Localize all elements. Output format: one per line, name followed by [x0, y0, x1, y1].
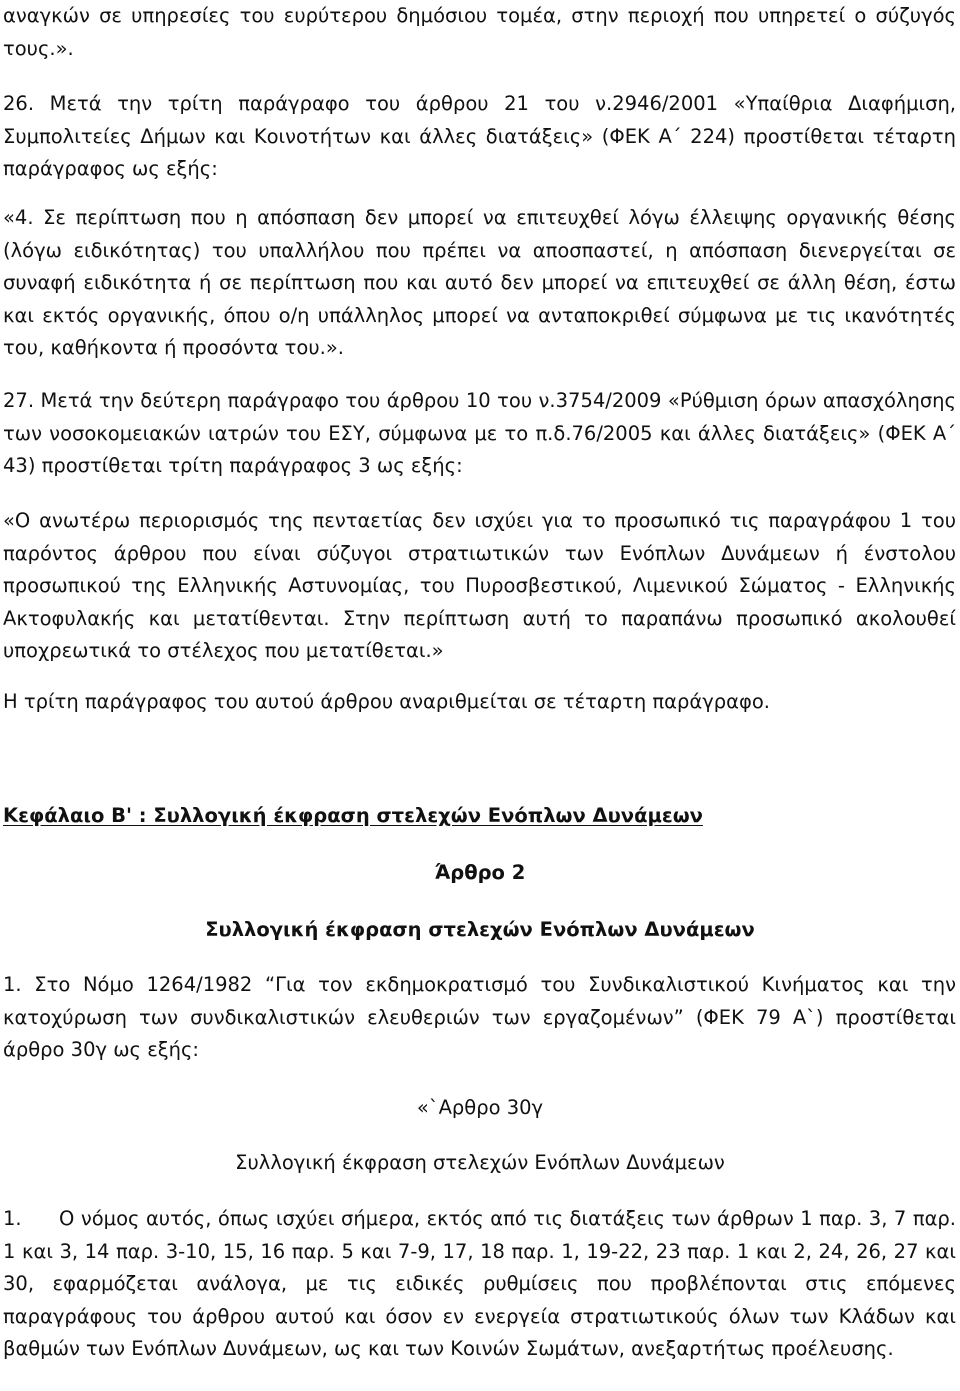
chapter-heading: Κεφάλαιο Β' : Συλλογική έκφραση στελεχών Ενόπλων Δυνάμεων: [3, 804, 703, 827]
paragraph-renumbering: Η τρίτη παράγραφος του αυτού άρθρου αναριθμείται σε τέταρτη παράγραφο.: [3, 690, 770, 713]
inner-article-number: «`Αρθρο 30γ: [416, 1096, 544, 1119]
article-title: Συλλογική έκφραση στελεχών Ενόπλων Δυνάμεων: [205, 918, 755, 941]
paragraph-law-1264: 1. Στο Νόμο 1264/1982 “Για τον εκδημοκρατισμό του Συνδικαλιστικού Κινήματος και την κατοχύρωση των συνδικαλιστικών ελευθεριών των εργαζομένων” (ΦΕΚ 79 Α`) προστίθεται άρθρο 30γ ως εξής:: [3, 973, 956, 1061]
paragraph-final: [3, 1203, 956, 1366]
inner-article-title: Συλλογική έκφραση στελεχών Ενόπλων Δυνάμεων: [235, 1151, 725, 1174]
article-number: Άρθρο 2: [434, 861, 526, 884]
paragraph-quote-restriction: «Ο ανωτέρω περιορισμός της πενταετίας δεν ισχύει για το προσωπικό τις παραγράφου 1 του παρόντος άρθρου που είναι σύζυγοι στρατιωτικών των Ενόπλων Δυνάμεων ή ένστολου προσωπικού της Ελληνικής Αστυνομίας, του Πυροσβεστικού, Λιμενικού Σώματος - Ελληνικής Ακτοφυλακής και μετατίθενται. Στην περίπτωση αυτή το παραπάνω προσωπικό ακολουθεί υποχρεωτικά το στέλεχος που μετατίθεται.»: [3, 509, 956, 662]
paragraph-27: 27. Μετά την δεύτερη παράγραφο του άρθρου 10 του ν.3754/2009 «Ρύθμιση όρων απασχόλησης των νοσοκομειακών ιατρών του ΕΣΥ, σύμφωνα με το π.δ.76/2005 και άλλες διατάξεις» (ΦΕΚ Α΄ 43) προστίθεται τρίτη παράγραφος 3 ως εξής:: [3, 389, 956, 477]
paragraph-quote-4: «4. Σε περίπτωση που η απόσπαση δεν μπορεί να επιτευχθεί λόγω έλλειψης οργανικής θέσης (λόγω ειδικότητας) του υπαλλήλου που πρέπει να αποσπαστεί, η απόσπαση διενεργείται σε συναφή ειδικότητα ή σε περίπτωση που και αυτό δεν μπορεί να επιτευχθεί σε άλλη θέση, έστω και εκτός οργανικής, όπου ο/η υπάλληλος μπορεί να ανταποκριθεί σύμφωνα με τις ικανότητές του, καθήκοντα ή προσόντα του.».: [3, 206, 956, 359]
paragraph-final-text: Ο νόμος αυτός, όπως ισχύει σήμερα, εκτός από τις διατάξεις των άρθρων 1 παρ. 3, 7 παρ. 1 και 3, 14 παρ. 3-10, 15, 16 παρ. 5 και 7-9, 17, 18 παρ. 1, 19-22, 23 παρ. 1 και 2, 24, 26, 27 και 30, εφαρμόζεται ανάλογα, με τις ειδικές ρυθμίσεις που προβλέπονται στις επόμενες παραγράφους του άρθρου αυτού και όσον εν ενεργεία στρατιωτικούς όλων των Κλάδων και βαθμών των Ενόπλων Δυνάμεων, ως και των Κοινών Σωμάτων, ανεξαρτήτως προέλευσης.: [3, 1207, 956, 1360]
paragraph-continuation: αναγκών σε υπηρεσίες του ευρύτερου δημόσιου τομέα, στην περιοχή που υπηρετεί ο σύζυγός τους.».: [3, 4, 956, 60]
paragraph-final-number: 1.: [3, 1207, 22, 1230]
paragraph-26: 26. Μετά την τρίτη παράγραφο του άρθρου 21 του ν.2946/2001 «Υπαίθρια Διαφήμιση, Συμπολιτείες Δήμων και Κοινοτήτων και άλλες διατάξεις» (ΦΕΚ Α΄ 224) προστίθεται τέταρτη παράγραφος ως εξής:: [3, 92, 956, 180]
